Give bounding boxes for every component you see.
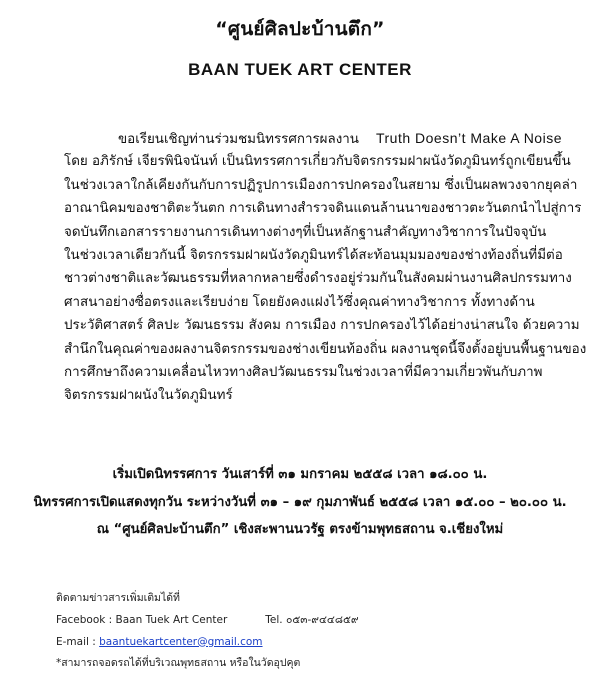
body-line: ชาวต่างชาติและวัฒนธรรมที่หลากหลายซึ่งดำรงอยู่ร่วมกันในสังคมผ่านงานศิลปกรรมทาง — [64, 271, 572, 287]
opening-date: เริ่มเปิดนิทรรศการ วันเสาร์ที่ ๓๑ มกราคม ๒๕๕๘ เวลา ๑๘.๐๐ น. — [112, 467, 488, 482]
body-line: จดบันทึกเอกสารรายงานการเดินทางต่างๆที่เป็นหลักฐานสำคัญทางวิชาการในปัจจุบัน — [64, 224, 547, 240]
exhibition-schedule — [0, 461, 600, 544]
body-line: ประวัติศาสตร์ ศิลปะ วัฒนธรรม สังคม การเมือง การปกครองไว้ได้อย่างน่าสนใจ ด้วยความ — [64, 318, 580, 334]
exhibition-period: นิทรรศการเปิดแสดงทุกวัน ระหว่างวันที่ ๓๑ – ๑๙ กุมภาพันธ์ ๒๕๕๘ เวลา ๑๕.๐๐ – ๒๐.๐๐ น. — [33, 494, 567, 510]
contact-info — [56, 588, 576, 675]
title-english: BAAN TUEK ART CENTER — [188, 60, 412, 79]
contact-email-line — [56, 632, 576, 654]
phone-text: Tel. ๐๕๓-๙๔๔๘๕๙ — [265, 613, 359, 626]
body-line — [64, 127, 586, 150]
body-paragraph — [64, 127, 586, 408]
contact-facebook-line — [56, 610, 576, 632]
body-line: โดย อภิรักษ์ เจียรพินิจนันท์ เป็นนิทรรศการเกี่ยวกับจิตรกรรมฝาผนังวัดภูมินทร์ถูกเขียนขึ้น — [64, 154, 571, 170]
body-line: จิตรกรรมฝาผนังในวัดภูมินทร์ — [64, 388, 233, 404]
body-line: การศึกษาถึงความเคลื่อนไหวทางศิลปวัฒนธรรมในช่วงเวลาที่มีความเกี่ยวพันกับภาพ — [64, 364, 543, 380]
title-thai: “ศูนย์ศิลปะบ้านตึก” — [215, 18, 385, 40]
body-line: สำนึกในคุณค่าของผลงานจิตรกรรมของช่างเขียนท้องถิ่น ผลงานชุดนี้จึงตั้งอยู่บนพื้นฐานของ — [64, 341, 587, 357]
exhibition-title: Truth Doesn’t Make A Noise — [375, 130, 562, 146]
body-line: ในช่วงเวลาเดียวกันนี้ จิตรกรรมฝาผนังวัดภูมินทร์ได้สะท้อนมุมมองของช่างท้องถิ่นที่มีต่อ — [64, 247, 563, 263]
venue: ณ “ศูนย์ศิลปะบ้านตึก” เชิงสะพานนวรัฐ ตรงข้ามพุทธสถาน จ.เชียงใหม่ — [96, 522, 504, 537]
body-line: ศาสนาอย่างซื่อตรงและเรียบง่าย โดยยังคงแฝงไว้ซึ่งคุณค่าทางวิชาการ ทั้งทางด้าน — [64, 294, 535, 310]
body-line: อาณานิคมของชาติตะวันตก การเดินทางสำรวจดินแดนล้านนาของชาวตะวันตกนำไปสู่การ — [64, 201, 582, 217]
body-line: ในช่วงเวลาใกล้เคียงกันกับการปฏิรูปการเมืองการปกครองในสยาม ซึ่งเป็นผลพวงจากยุคล่า — [64, 177, 578, 193]
invitation-text: ขอเรียนเชิญท่านร่วมชมนิทรรศการผลงาน — [118, 132, 359, 147]
parking-note: *สามารถจอดรถได้ที่บริเวณพุทธสถาน หรือในวัดอุปคุต — [56, 657, 301, 670]
email-link[interactable]: baantuekartcenter@gmail.com — [99, 635, 263, 648]
email-label: E-mail : — [56, 635, 100, 648]
facebook-text: Facebook : Baan Tuek Art Center — [56, 613, 228, 626]
contact-heading: ติดตามข่าวสารเพิ่มเติมได้ที่ — [56, 592, 180, 604]
